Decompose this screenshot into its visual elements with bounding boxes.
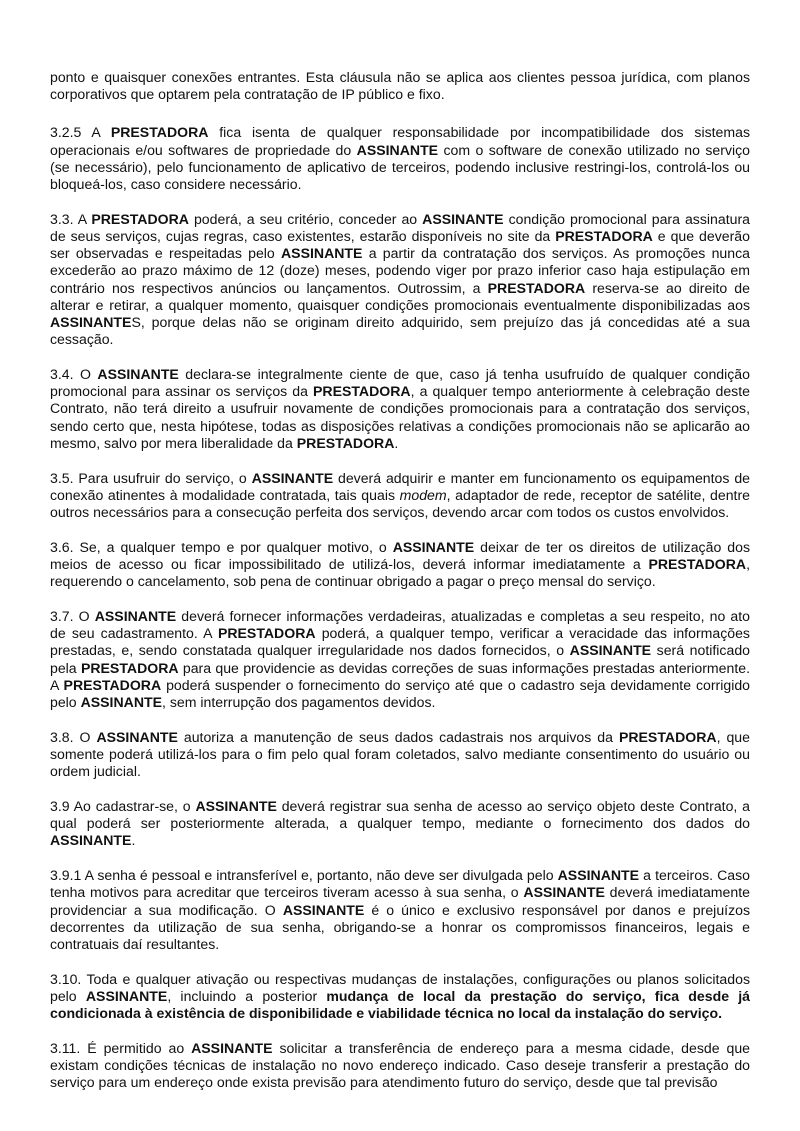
bold-text: PRESTADORA — [648, 556, 747, 573]
bold-text: PRESTADORA — [91, 210, 189, 227]
paragraph-text: poderá, a seu critério, conceder ao — [188, 210, 423, 227]
paragraph-text: S, porque delas não se originam direito adquirido, sem prejuízo das já concedidas até a sua cessação. — [50, 314, 750, 348]
paragraph-text: deverá registrar sua senha de acesso ao serviço objeto deste Contrato, a qual poderá ser posteriormente alterada, a qualquer tempo, mediante o fornecimento dos dados do — [50, 798, 750, 832]
paragraph — [50, 798, 750, 850]
paragraph — [50, 69, 750, 103]
paragraph — [50, 366, 750, 452]
bold-text: PRESTADORA — [217, 625, 316, 642]
paragraph-text: com o software de conexão utilizado no serviço (se necessário), pelo funcionamento de aplicativo de terceiros, podendo inclusive restringi-los, controlá-los ou bloqueá-los, caso considere necessário. — [50, 141, 751, 193]
paragraph-text: 3.4. O — [50, 366, 98, 383]
paragraph-text: reserva-se ao direito de alterar e retirar, a qualquer momento, quaisquer condições promocionais eventualmente disponibilizadas aos — [50, 279, 750, 313]
bold-text: mudança de local da prestação do serviço, fica desde já condicionada à existência de disponibilidade e viabilidade técnica no local da instalação do serviço. — [50, 988, 750, 1022]
bold-text: ASSINANTE — [422, 210, 504, 227]
paragraph — [50, 867, 750, 953]
paragraph-text: declara-se integralmente ciente de que, caso já tenha usufruído de qualquer condição promocional para assinar os serviços da — [50, 366, 750, 400]
bold-text: ASSINANTE — [523, 884, 605, 901]
paragraph-text: condição promocional para assinatura de seus serviços, cujas regras, caso existentes, estarão disponíveis no site da — [50, 210, 750, 245]
italic-text: modem — [399, 486, 447, 503]
paragraph-text: deixar de ter os direitos de utilização dos meios de acesso ou ficar impossibilitado de utilizá-los, deverá informar imediatamente a — [50, 538, 750, 573]
bold-text: ASSINANTE — [557, 867, 640, 884]
bold-text: PRESTADORA — [618, 728, 717, 745]
paragraph — [50, 470, 750, 522]
paragraph — [50, 971, 750, 1023]
paragraph-text: 3.8. O — [50, 728, 97, 745]
paragraph-text: , adaptador de rede, receptor de satélite, dentre outros necessários para a consecução perfeita dos serviços, devendo arcar com todos os custos envolvidos. — [50, 486, 751, 521]
paragraph-text: , sem interrupção dos pagamentos devidos. — [162, 694, 436, 711]
paragraph-text: 3.6. Se, a qualquer tempo e por qualquer motivo, o — [50, 538, 393, 555]
paragraph-text: 3.11. É permitido ao — [50, 1040, 192, 1057]
paragraph — [50, 124, 750, 193]
bold-text: ASSINANTE — [191, 1040, 273, 1057]
bold-text: ASSINANTE — [195, 798, 277, 815]
paragraph — [50, 211, 750, 349]
bold-text: ASSINANTE — [96, 728, 178, 745]
bold-text: ASSINANTE — [281, 245, 363, 262]
paragraph-text: solicitar a transferência de endereço para a mesma cidade, desde que existam condições técnicas de instalação no novo endereço indicado. Caso deseje transferir a prestação do serviço para um endereço onde exista previsão para atendimento futuro do serviço, desde que tal previsão — [50, 1040, 750, 1091]
paragraph-text: 3.3. A — [50, 210, 92, 227]
bold-text: ASSINANTE — [80, 694, 163, 711]
bold-text: PRESTADORA — [63, 676, 162, 693]
paragraph-text: deverá adquirir e manter em funcionamento os equipamentos de conexão atinentes à modalidade contratada, tais quais — [50, 469, 750, 503]
paragraph-text: é o único e exclusivo responsável por danos e prejuízos decorrentes da utilização de sua senha, obrigando-se a honrar os compromissos financeiros, legais e contratuais daí resultantes. — [50, 901, 750, 953]
bold-text: ASSINANTE — [569, 642, 652, 659]
paragraph-text: , que somente poderá utilizá-los para o fim pelo qual foram coletados, salvo mediante consentimento do usuário ou ordem judicial. — [50, 728, 750, 780]
bold-text: ASSINANTE — [392, 538, 475, 555]
paragraph-text: deverá fornecer informações verdadeiras, atualizadas e completas a seu respeito, no ato de seu cadastramento. A — [50, 608, 750, 642]
paragraph-text: 3.9.1 A senha é pessoal e intransferível e, portanto, não deve ser divulgada pelo — [50, 867, 558, 884]
paragraph-text: ponto e quaisquer conexões entrantes. Esta cláusula não se aplica aos clientes pessoa jurídica, com planos corporativos que optarem pela contratação de IP público e fixo. — [50, 69, 750, 103]
bold-text: ASSINANTE — [50, 314, 132, 331]
bold-text: ASSINANTE — [356, 141, 439, 158]
paragraph-text: . — [131, 832, 136, 849]
paragraph-text: e que deverão ser observadas e respeitadas pelo — [50, 228, 750, 262]
bold-text: ASSINANTE — [50, 832, 132, 849]
document-page — [50, 69, 750, 1109]
paragraph-text: fica isenta de qualquer responsabilidade por incompatibilidade dos sistemas operacionais e/ou softwares de propriedade do — [50, 124, 750, 158]
paragraph-text: poderá suspender o fornecimento do serviço até que o cadastro seja devidamente corrigido pelo — [50, 676, 750, 711]
paragraph-text: , incluindo a posterior — [167, 988, 327, 1005]
paragraph-text: autoriza a manutenção de seus dados cadastrais nos arquivos da — [177, 728, 619, 745]
bold-text: ASSINANTE — [97, 366, 179, 383]
bold-text: ASSINANTE — [251, 469, 334, 486]
paragraph-text: a partir da contratação dos serviços. As promoções nunca excederão ao prazo máximo de 12 (doze) meses, podendo viger por prazo inferior caso haja estipulação em contrário nos respectivos anúncios ou lançamentos. Outrossim, a — [50, 245, 750, 296]
paragraph-text: será notificado pela — [50, 642, 750, 676]
paragraph — [50, 729, 750, 781]
paragraph-text: 3.2.5 A — [50, 124, 111, 141]
bold-text: PRESTADORA — [80, 659, 179, 676]
paragraph-text: , a qualquer tempo anteriormente à celebração deste Contrato, não terá direito a usufruir novamente de condições promocionais para a contratação dos serviços, sendo certo que, nesta hipótese, todas as disposições relativas a condições promocionais não se aplicarão ao mesmo, salvo por mera liberalidade da — [50, 383, 750, 451]
paragraph-text: , requerendo o cancelamento, sob pena de continuar obrigado a pagar o preço mensal do serviço. — [50, 556, 750, 590]
bold-text: PRESTADORA — [555, 228, 653, 245]
paragraph-text: 3.5. Para usufruir do serviço, o — [50, 469, 252, 486]
paragraph — [50, 608, 750, 711]
paragraph-text: . — [394, 434, 399, 451]
bold-text: PRESTADORA — [312, 383, 411, 400]
bold-text: PRESTADORA — [487, 279, 586, 296]
paragraph-text: a terceiros. Caso tenha motivos para acreditar que terceiros tiveram acesso à sua senha, o — [50, 867, 751, 901]
paragraph-text: para que providencie as devidas correções de suas informações prestadas anteriormente. A — [50, 659, 751, 693]
bold-text: ASSINANTE — [282, 901, 365, 918]
paragraph-text: 3.10. Toda e qualquer ativação ou respectivas mudanças de instalações, configurações ou planos solicitados pelo — [50, 970, 750, 1005]
paragraph-text: deverá imediatamente providenciar a sua modificação. O — [50, 884, 750, 918]
bold-text: PRESTADORA — [110, 124, 209, 141]
paragraph-text: poderá, a qualquer tempo, verificar a veracidade das informações prestadas, e, sendo constatada qualquer irregularidade nos dados fornecidos, o — [50, 625, 750, 659]
paragraph — [50, 539, 750, 591]
bold-text: ASSINANTE — [85, 988, 168, 1005]
paragraph-text: 3.9 Ao cadastrar-se, o — [50, 798, 196, 815]
bold-text: ASSINANTE — [94, 608, 177, 625]
paragraph-text: 3.7. O — [50, 608, 95, 625]
bold-text: PRESTADORA — [296, 434, 395, 451]
paragraph — [50, 1040, 750, 1092]
